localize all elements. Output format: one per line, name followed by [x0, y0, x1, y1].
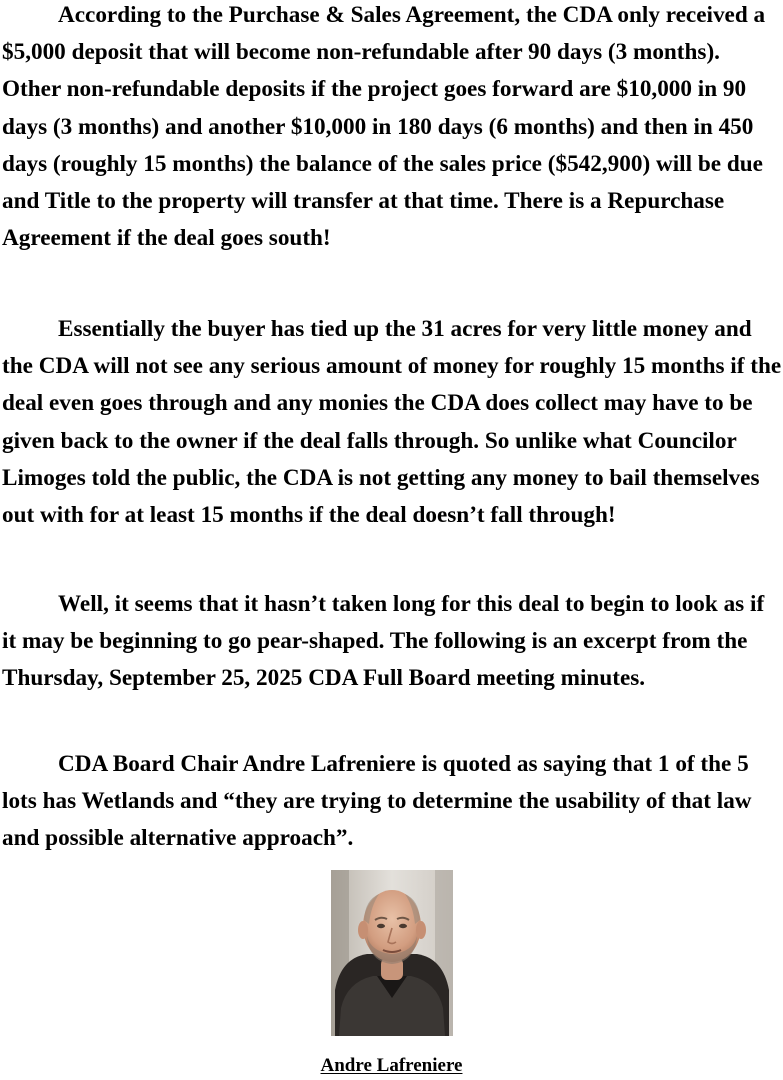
paragraph-purchase-agreement: According to the Purchase & Sales Agreement, the CDA only received a $5,000 deposit that will become non-refundable after 90 days (3 months). Other non-refundable deposits if the project goes forward are $10,000 in 90 days (3 months) and another $10,000 in 180 days (6 months) and then in 450 days (roughly 15 months) the balance of the sales price ($542,900) will be due and Title to the property will transfer at that time. There is a Repurchase Agreement if the deal goes south! [2, 2, 766, 252]
paragraph-board-chair-quote: CDA Board Chair Andre Lafreniere is quoted as saying that 1 of the 5 lots has Wetlands and “they are trying to determine the usability of that law and possible alternative approach”. [2, 751, 752, 852]
caption-name: Andre Lafreniere [320, 1055, 463, 1076]
portrait-photo [331, 870, 453, 1036]
paragraph-pear-shaped: Well, it seems that it hasn’t taken long for this deal to begin to look as if it may be beginning to go pear-shaped. The following is an excerpt from the Thursday, September 25, 2025 CDA Full Board meeting minutes. [2, 591, 765, 692]
portrait-illustration [331, 870, 453, 1036]
paragraph-buyer-tied-up: Essentially the buyer has tied up the 31 acres for very little money and the CDA will not see any serious amount of money for roughly 15 months if the deal even goes through and any monies the CDA does collect may have to be given back to the owner if the deal falls through. So unlike what Councilor Limoges told the public, the CDA is not getting any money to bail themselves out with for at least 15 months if the deal doesn’t fall through! [2, 316, 782, 529]
photo-caption [0, 1055, 783, 1077]
